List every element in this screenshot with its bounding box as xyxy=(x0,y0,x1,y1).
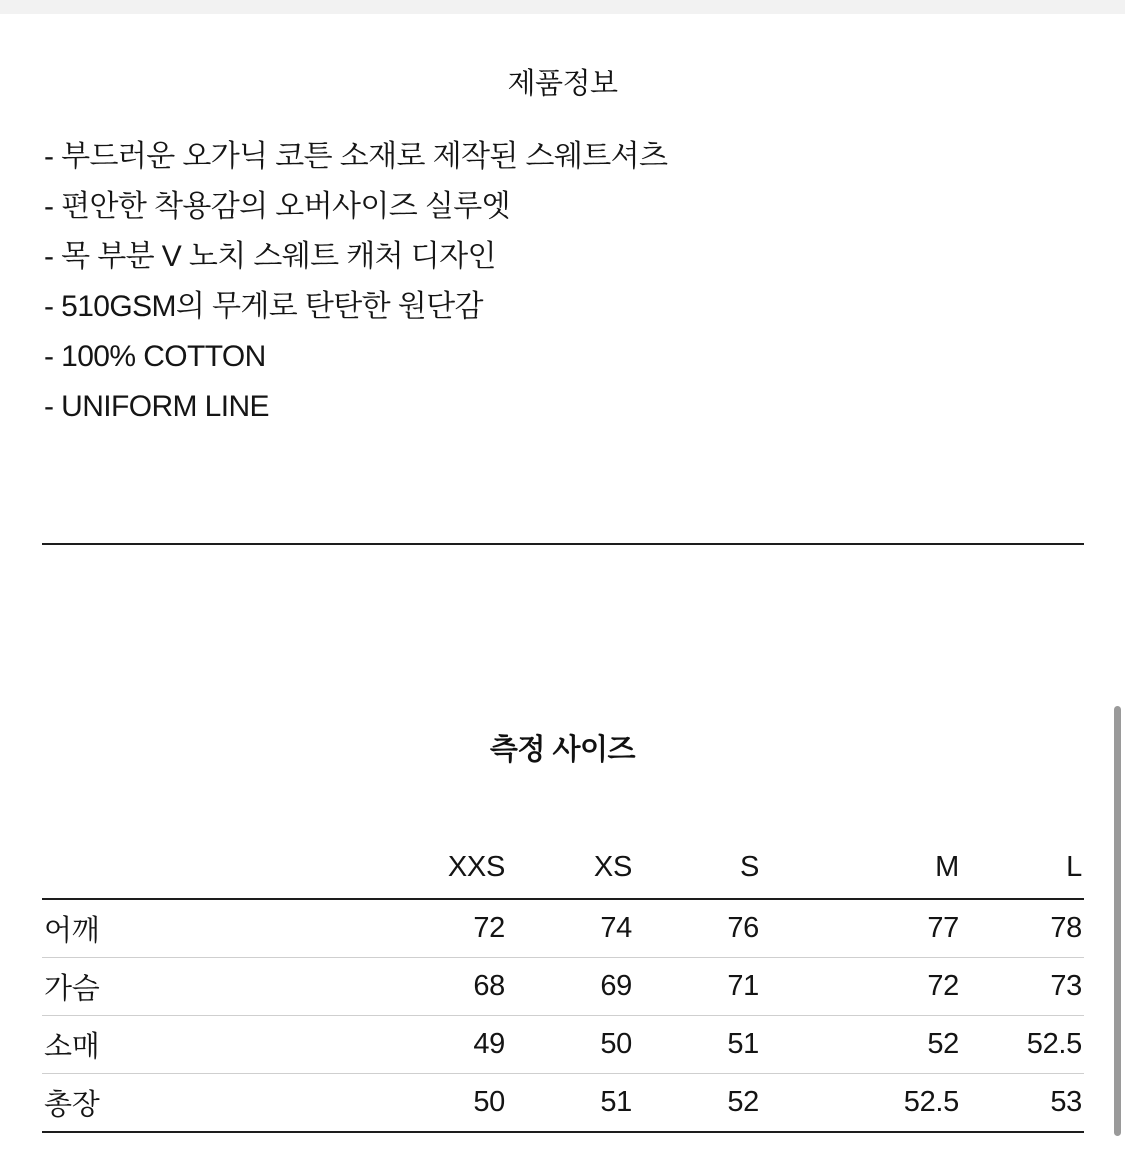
list-item: - 편안한 착용감의 오버사이즈 실루엣 xyxy=(44,190,511,223)
cell-sleeve-xs: 50 xyxy=(507,1016,634,1074)
row-label-length: 총장 xyxy=(42,1074,362,1133)
cell-sleeve-s: 51 xyxy=(634,1016,761,1074)
cell-length-xs: 51 xyxy=(507,1074,634,1133)
column-header-l: L xyxy=(961,836,1084,899)
cell-shoulder-xxs: 72 xyxy=(362,899,507,958)
size-chart-title: 측정 사이즈 xyxy=(489,734,636,767)
cell-length-m: 52.5 xyxy=(761,1074,961,1133)
table-corner-cell xyxy=(42,836,362,899)
cell-chest-xs: 69 xyxy=(507,958,634,1016)
size-chart-section xyxy=(0,706,1125,1121)
table-row xyxy=(42,958,1084,1016)
section-divider xyxy=(42,543,1084,545)
table-header-row xyxy=(42,836,1084,899)
row-label-shoulder: 어깨 xyxy=(42,899,362,958)
row-label-chest: 가슴 xyxy=(42,958,362,1016)
column-header-m: M xyxy=(761,836,961,899)
list-item: - 510GSM의 무게로 탄탄한 원단감 xyxy=(44,290,483,323)
table-row xyxy=(42,899,1084,958)
list-item: - 목 부분 V 노치 스웨트 캐처 디자인 xyxy=(44,240,496,273)
scrollbar-thumb[interactable] xyxy=(1114,706,1121,1136)
table-row xyxy=(42,1074,1084,1133)
list-item: - 부드러운 오가닉 코튼 소재로 제작된 스웨트셔츠 xyxy=(44,140,668,173)
cell-chest-xxs: 68 xyxy=(362,958,507,1016)
cell-length-xxs: 50 xyxy=(362,1074,507,1133)
cell-chest-s: 71 xyxy=(634,958,761,1016)
top-strip xyxy=(0,0,1125,14)
table-row xyxy=(42,1016,1084,1074)
table-body xyxy=(42,899,1084,1132)
cell-sleeve-m: 52 xyxy=(761,1016,961,1074)
cell-chest-l: 73 xyxy=(961,958,1084,1016)
cell-shoulder-xs: 74 xyxy=(507,899,634,958)
list-item: - UNIFORM LINE xyxy=(44,390,269,423)
column-header-xxs: XXS xyxy=(362,836,507,899)
cell-length-s: 52 xyxy=(634,1074,761,1133)
cell-chest-m: 72 xyxy=(761,958,961,1016)
table-header xyxy=(42,836,1084,899)
cell-shoulder-m: 77 xyxy=(761,899,961,958)
column-header-xs: XS xyxy=(507,836,634,899)
column-header-s: S xyxy=(634,836,761,899)
vertical-scrollbar[interactable] xyxy=(1111,0,1125,1150)
size-measurement-table xyxy=(42,836,1084,1133)
product-info-section xyxy=(0,40,1125,423)
cell-sleeve-l: 52.5 xyxy=(961,1016,1084,1074)
cell-length-l: 53 xyxy=(961,1074,1084,1133)
cell-sleeve-xxs: 49 xyxy=(362,1016,507,1074)
product-feature-list xyxy=(44,132,1084,432)
cell-shoulder-s: 76 xyxy=(634,899,761,958)
page-title: 제품정보 xyxy=(507,68,618,101)
row-label-sleeve: 소매 xyxy=(42,1016,362,1074)
list-item: - 100% COTTON xyxy=(44,340,266,373)
cell-shoulder-l: 78 xyxy=(961,899,1084,958)
